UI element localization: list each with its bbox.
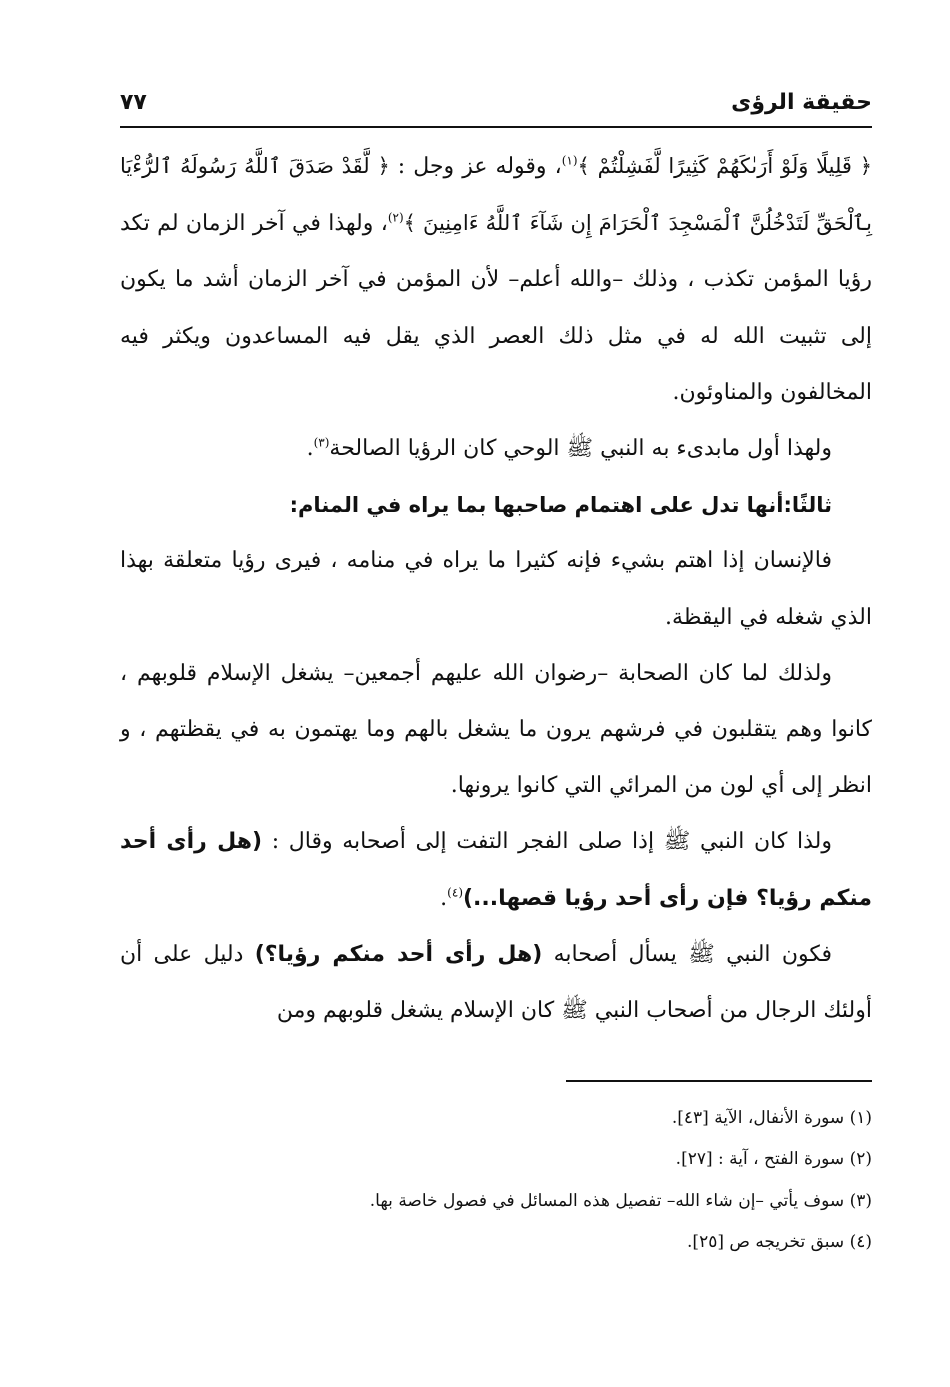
paragraph-text: ، ولهذا في آخر الزمان لم تكد رؤيا المؤمن تكذب ، وذلك –والله أعلم– لأن المؤمن في آخر الزمان أشد ما يكون إلى تثبيت الله له في مثل ذلك العصر الذي يقل فيه المساعدون ويكثر فيه المخالفون والمناوئون. <box>120 211 872 405</box>
section-heading: ثالثًا:أنها تدل على اهتمام صاحبها بما يراه في المنام: <box>289 493 832 518</box>
page-number: ٧٧ <box>120 89 147 115</box>
footnote-ref: (٣) <box>313 435 330 450</box>
quran-verse: ﴿ قَلِيلًا وَلَوْ أَرَىٰكَهُمْ كَثِيرًا لَّفَشِلْتُمْ ﴾ <box>577 154 872 178</box>
footnote: (١) سورة الأنفال، الآية [٤٣]. <box>671 1108 872 1128</box>
running-header <box>120 80 872 124</box>
paragraph-text: ولهذا أول مابدىء به النبي ﷺ الوحي كان الرؤيا الصالحة <box>329 436 832 462</box>
running-title: حقيقة الرؤى <box>731 89 872 115</box>
paragraph-end: . <box>440 885 448 911</box>
paragraph-end: . <box>306 436 314 462</box>
footnotes <box>120 1098 872 1263</box>
main-text <box>120 138 872 1039</box>
hadith-quote: (هل رأى أحد منكم رؤيا؟) <box>254 941 543 967</box>
paragraph-text: ، وقوله عز وجل : <box>389 154 562 179</box>
paragraph-text: ولذا كان النبي ﷺ إذا صلى الفجر التفت إلى أصحابه وقال : <box>262 829 832 855</box>
footnote-ref: (٢) <box>387 210 404 225</box>
footnote-ref: (١) <box>561 153 578 168</box>
paragraph-1 <box>120 138 872 421</box>
quran-verse: ﴿ لَّقَدْ صَدَقَ ٱللَّهُ رَسُولَهُ ٱلرُّءْيَا بِٱلْحَقِّ لَتَدْخُلُنَّ ٱلْمَسْجِدَ ٱلْحَرَامَ إِن شَآءَ ٱللَّهُ ءَامِنِينَ ﴾ <box>120 154 873 236</box>
footnote-ref: (٤) <box>447 885 463 900</box>
hadith-quote: (هل رأى أحد منكم رؤيا؟ فإن رأى أحد رؤيا قصها...) <box>120 829 872 911</box>
footnote: (٢) سورة الفتح ، آية : [٢٧]. <box>675 1149 872 1170</box>
header-divider <box>120 126 872 128</box>
paragraph-3: فالإنسان إذا اهتم بشيء فإنه كثيرا ما يراه في منامه ، فيرى رؤيا متعلقة بهذا الذي شغله في اليقظة. <box>120 548 872 630</box>
paragraph-6 <box>120 927 872 1039</box>
footnote: (٣) سوف يأتي –إن شاء الله– تفصيل هذه المسائل في فصول خاصة بها. <box>369 1190 872 1211</box>
paragraph-4: ولذلك لما كان الصحابة –رضوان الله عليهم أجمعين– يشغل الإسلام قلوبهم ، كانوا وهم يتقلبون في فرشهم يرون ما يشغل بالهم وما يهتمون به في يقظتهم ، و انظر إلى أي لون من المرائي التي كانوا يرونها. <box>120 660 872 799</box>
paragraph-2 <box>120 421 872 477</box>
paragraph-text: فكون النبي ﷺ يسأل أصحابه <box>542 941 833 967</box>
paragraph-5 <box>120 814 872 926</box>
footnote: (٤) سبق تخريجه ص [٢٥]. <box>687 1231 872 1252</box>
paragraph-text: دليل على أن أولئك الرجال من أصحاب النبي ﷺ كان الإسلام يشغل قلوبهم ومن <box>120 941 872 1024</box>
footnote-divider <box>566 1080 872 1082</box>
